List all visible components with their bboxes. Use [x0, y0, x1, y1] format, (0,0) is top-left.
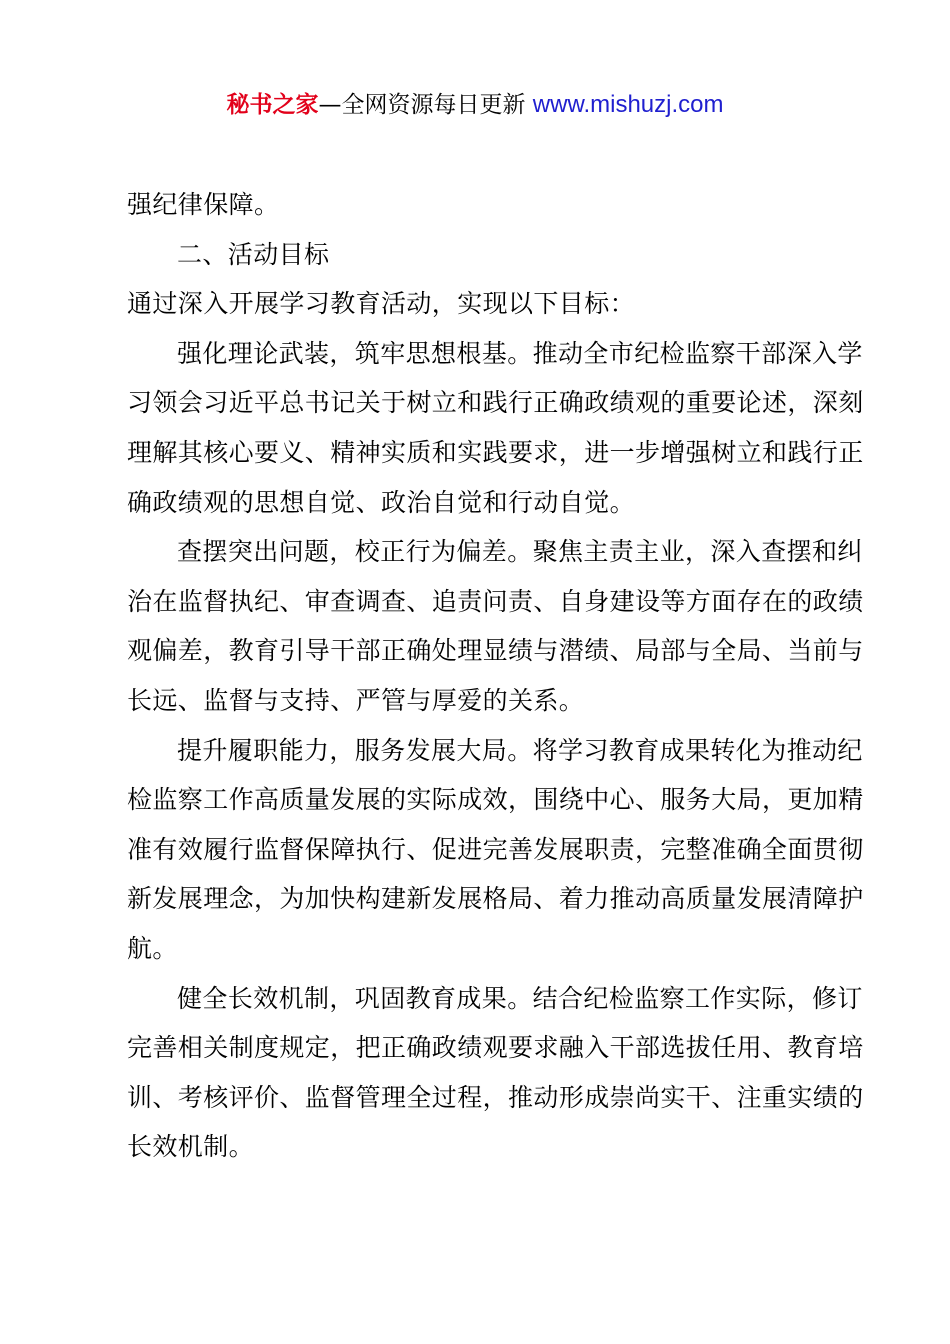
site-url-link[interactable]: www.mishuzj.com [532, 91, 724, 118]
document-body [127, 180, 867, 1172]
paragraph-goal-3: 提升履职能力，服务发展大局。将学习教育成果转化为推动纪检监察工作高质量发展的实际成效，围绕中心、服务大局，更加精准有效履行监督保障执行、促进完善发展职责，完整准确全面贯彻新发展理念，为加快构建新发展格局、着力推动高质量发展清障护航。 [127, 735, 864, 963]
paragraph-continuation: 强纪律保障。 [127, 190, 280, 219]
paragraph-goal-2: 查摆突出问题，校正行为偏差。聚焦主责主业，深入查摆和纠治在监督执纪、审查调查、追责问责、自身建设等方面存在的政绩观偏差，教育引导干部正确处理显绩与潜绩、局部与全局、当前与长远、监督与支持、严管与厚爱的关系。 [127, 537, 864, 715]
section-intro: 通过深入开展学习教育活动，实现以下目标： [127, 289, 636, 319]
site-tagline: —全网资源每日更新 [318, 92, 533, 118]
paragraph-goal-1: 强化理论武装，筑牢思想根基。推动全市纪检监察干部深入学习领会习近平总书记关于树立和践行正确政绩观的重要论述，深刻理解其核心要义、精神实质和实践要求，进一步增强树立和践行正确政绩观的思想自觉、政治自觉和行动自觉。 [127, 338, 864, 517]
site-header [0, 88, 950, 122]
paragraph-goal-4: 健全长效机制，巩固教育成果。结合纪检监察工作实际，修订完善相关制度规定，把正确政绩观要求融入干部选拔任用、教育培训、考核评价、监督管理全过程，推动形成崇尚实干、注重实绩的长效机制。 [127, 983, 864, 1162]
site-brand: 秘书之家 [226, 92, 319, 118]
section-heading: 二、活动目标 [177, 239, 330, 269]
